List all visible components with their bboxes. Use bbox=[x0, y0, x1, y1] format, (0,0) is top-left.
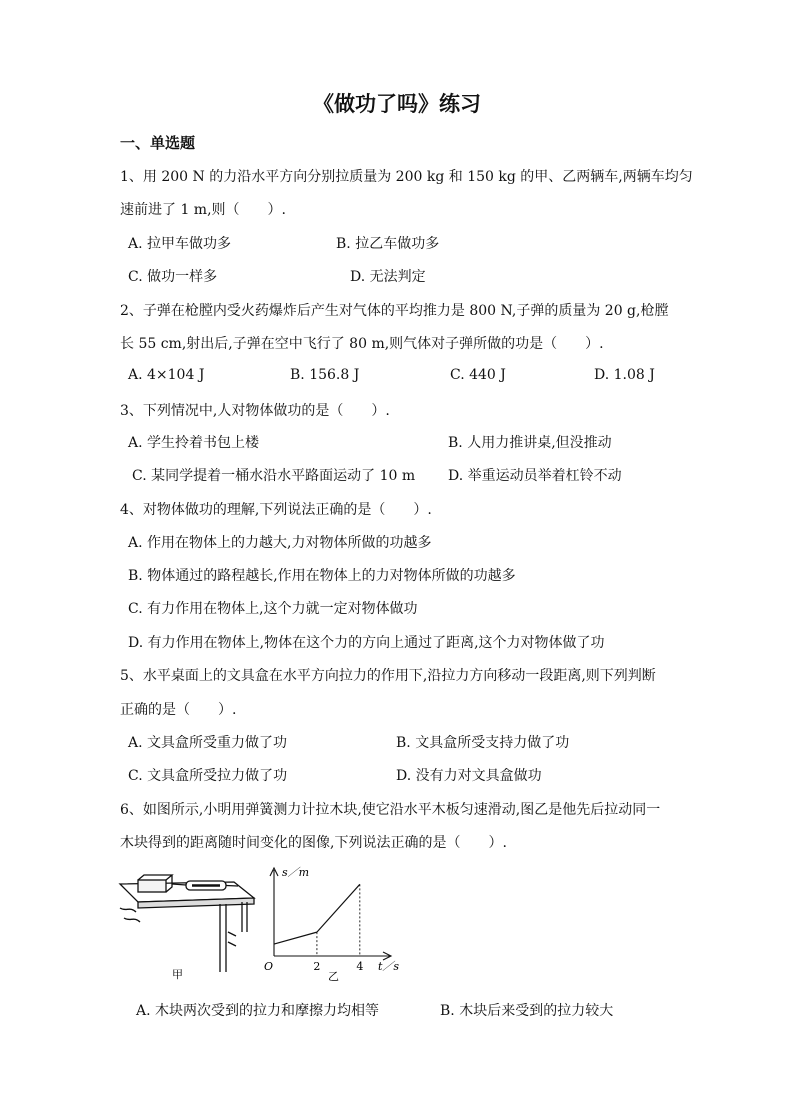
question-2-line-2: 长 55 cm,射出后,子弹在空中飞行了 80 m,则气体对子弹所做的功是（ ）. bbox=[120, 336, 604, 352]
origin-label: O bbox=[264, 960, 274, 973]
q1-option-d: D. 无法判定 bbox=[350, 269, 426, 285]
q6-option-a: A. 木块两次受到的拉力和摩擦力均相等 bbox=[136, 1003, 380, 1019]
q5-option-a: A. 文具盒所受重力做了功 bbox=[128, 735, 288, 751]
q3-option-a: A. 学生拎着书包上楼 bbox=[128, 435, 260, 451]
q5-option-b: B. 文具盒所受支持力做了功 bbox=[396, 735, 570, 751]
label-yi: 乙 bbox=[328, 970, 339, 982]
x-tick-label-4: 4 bbox=[356, 960, 364, 973]
q2-option-a: A. 4×104 J bbox=[128, 367, 205, 383]
table-leg-back bbox=[242, 902, 247, 932]
question-5-line-2: 正确的是（ ）. bbox=[120, 702, 237, 718]
table-leg-front bbox=[220, 904, 226, 972]
q4-option-c: C. 有力作用在物体上,这个力就一定对物体做功 bbox=[128, 601, 418, 617]
q3-option-d: D. 举重运动员举着杠铃不动 bbox=[448, 468, 622, 484]
q4-option-a: A. 作用在物体上的力越大,力对物体所做的功越多 bbox=[128, 535, 432, 551]
q1-option-b: B. 拉乙车做功多 bbox=[336, 236, 440, 252]
y-axis-label: s／m bbox=[282, 866, 310, 879]
x-tick-label-2: 2 bbox=[313, 960, 321, 973]
q1-option-c: C. 做功一样多 bbox=[128, 269, 218, 285]
page-title: 《做功了吗》练习 bbox=[313, 91, 481, 116]
q5-option-c: C. 文具盒所受拉力做了功 bbox=[128, 768, 288, 784]
label-jia: 甲 bbox=[172, 968, 183, 981]
st-line-segment-2 bbox=[317, 884, 360, 932]
q2-option-b: B. 156.8 J bbox=[290, 367, 360, 383]
figure-yi-st-graph bbox=[258, 860, 418, 982]
question-1-line-2: 速前进了 1 m,则（ ）. bbox=[120, 202, 286, 218]
q2-option-d: D. 1.08 J bbox=[594, 367, 655, 383]
question-2-line-1: 2、子弹在枪膛内受火药爆炸后产生对气体的平均推力是 800 N,子弹的质量为 20 g,枪膛 bbox=[120, 303, 669, 319]
q3-option-b: B. 人用力推讲桌,但没推动 bbox=[448, 435, 612, 451]
x-axis-label: t／s bbox=[378, 960, 400, 973]
q4-option-d: D. 有力作用在物体上,物体在这个力的方向上通过了距离,这个力对物体做了功 bbox=[128, 635, 605, 651]
st-line-segment-1 bbox=[274, 932, 317, 944]
q2-option-c: C. 440 J bbox=[450, 367, 506, 383]
figure-jia-table-illustration bbox=[116, 872, 261, 982]
question-5-line-1: 5、水平桌面上的文具盒在水平方向拉力的作用下,沿拉力方向移动一段距离,则下列判断 bbox=[120, 668, 656, 684]
q4-option-b: B. 物体通过的路程越长,作用在物体上的力对物体所做的功越多 bbox=[128, 568, 516, 584]
q3-option-c: C. 某同学提着一桶水沿水平路面运动了 10 m bbox=[132, 468, 416, 484]
q5-option-d: D. 没有力对文具盒做功 bbox=[396, 768, 542, 784]
question-1-line-1: 1、用 200 N 的力沿水平方向分别拉质量为 200 kg 和 150 kg 的甲、乙两辆车,两辆车均匀 bbox=[120, 169, 693, 185]
question-6-line-1: 6、如图所示,小明用弹簧测力计拉木块,使它沿水平木板匀速滑动,图乙是他先后拉动同一 bbox=[120, 802, 661, 818]
q1-option-a: A. 拉甲车做功多 bbox=[128, 236, 232, 252]
string bbox=[172, 884, 186, 885]
q6-option-b: B. 木块后来受到的拉力较大 bbox=[440, 1003, 614, 1019]
section-heading: 一、单选题 bbox=[120, 134, 196, 152]
question-4-line-1: 4、对物体做功的理解,下列说法正确的是（ ）. bbox=[120, 502, 432, 518]
wooden-block bbox=[138, 880, 166, 892]
question-6-line-2: 木块得到的距离随时间变化的图像,下列说法正确的是（ ）. bbox=[120, 835, 507, 851]
question-3-line-1: 3、下列情况中,人对物体做功的是（ ）. bbox=[120, 403, 390, 419]
